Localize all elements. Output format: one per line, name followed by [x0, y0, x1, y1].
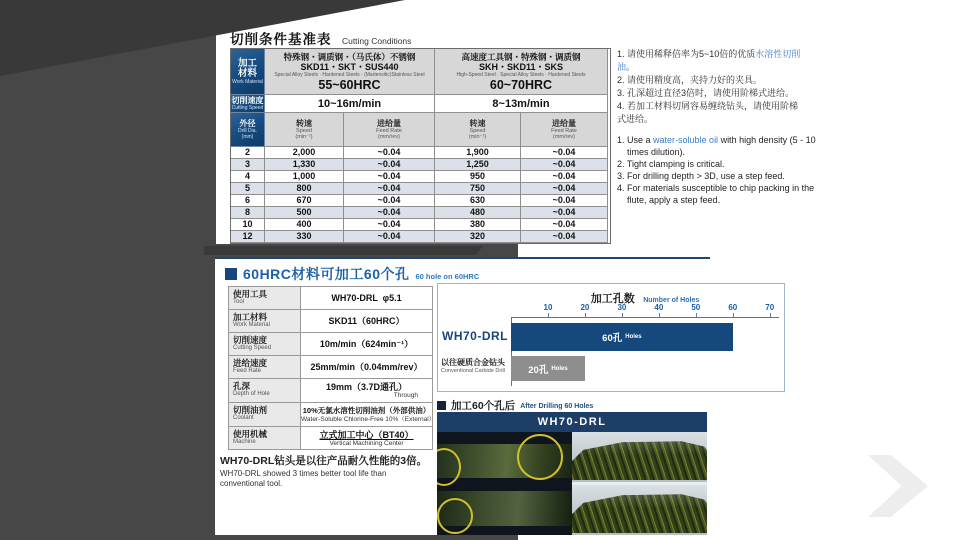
label-en: Feed Rate [233, 368, 262, 374]
label-en: Depth of Hole [233, 391, 270, 397]
feed2-cell: ~0.04 [521, 171, 608, 183]
feed2-cell: ~0.04 [521, 195, 608, 207]
feed1-cell: ~0.04 [344, 183, 435, 195]
spec-label [229, 287, 301, 309]
spec-label [229, 379, 301, 402]
speed1-cell: 330 [265, 231, 344, 243]
dia-cell: 2 [231, 147, 265, 159]
speed-unit: (min⁻¹) [468, 134, 487, 140]
dia-en: Drill Dia. [238, 128, 257, 134]
water-soluble-oil-link: water-soluble oil [653, 135, 719, 145]
label-zh: 进给速度 [233, 358, 268, 368]
feed2-cell: ~0.04 [521, 147, 608, 159]
dia-cell: 8 [231, 207, 265, 219]
chart-title-zh: 加工孔数 [590, 293, 635, 305]
feed2-cell: ~0.04 [521, 159, 608, 171]
speed2-cell: 480 [435, 207, 521, 219]
diameter-header-cell [231, 113, 265, 147]
cutting-edge-photo [437, 432, 572, 535]
water-soluble-oil-link: 水溶性切削油 [617, 49, 801, 72]
spec-value [301, 287, 432, 309]
notes-english [617, 134, 822, 206]
bar-label-conventional-zh: 以往硬质合金钻头 [441, 358, 505, 367]
label-zh: 加工材料 [233, 312, 268, 322]
spec-row-coolant [229, 403, 436, 427]
section-heading-en: 60 hole on 60HRC [415, 271, 480, 281]
x-tick-label: 70 [765, 303, 775, 312]
feed1-cell: ~0.04 [344, 231, 435, 243]
cutting-speed-header-cell [231, 95, 265, 113]
speed2-cell: 1,900 [435, 147, 521, 159]
cutting-conditions-card [216, 22, 960, 244]
feed-zh: 进给量 [377, 119, 401, 128]
spec-label [229, 403, 301, 426]
feed2-cell: ~0.04 [521, 207, 608, 219]
value-text: SKD11（60HRC） [328, 316, 405, 326]
speed-unit: (min⁻¹) [295, 134, 313, 140]
section-heading-zh: 60HRC材料可加工60个孔 [243, 266, 410, 282]
speed-range-group1: 10~16m/min [265, 95, 435, 113]
speed2-cell: 750 [435, 183, 521, 195]
note-text: with high density (5 - 10 times dilution). [627, 135, 816, 157]
cutting-conditions-table [230, 48, 611, 244]
chart-title-en: Number of Holes [643, 297, 700, 304]
work-material-zh1: 加工 [237, 57, 257, 69]
photo-panel-body [437, 432, 707, 535]
after-heading-zh: 加工60个孔后 [451, 400, 516, 412]
spec-row-tool [229, 287, 432, 310]
after-heading-en: After Drilling 60 Holes [520, 403, 594, 410]
flank-face-photos [572, 432, 707, 535]
flank-photo-bottom [572, 485, 707, 535]
feed-en: Feed Rate [551, 128, 577, 134]
label-zh: 切削油剂 [233, 405, 268, 415]
group1-codes: SKD11・SKT・SUS440 [300, 61, 399, 72]
bar-value-en: Holes [551, 365, 568, 372]
x-tick-label: 20 [580, 303, 590, 312]
bar-value-en: Holes [625, 334, 642, 340]
note-zh-2: 2. 请使用精度高，夹持力好的夹具。 [617, 75, 763, 85]
spec-value [301, 356, 432, 378]
spec-value [301, 310, 432, 332]
value-text: 10%无氯水溶性切削油剂（外部供油） [302, 406, 431, 415]
speed-en: Speed [296, 128, 312, 134]
work-material-header-cell [231, 49, 265, 95]
speed-col-header-1 [265, 113, 344, 147]
speed1-cell: 400 [265, 219, 344, 231]
speed1-cell: 1,000 [265, 171, 344, 183]
backdrop-bottom-strip [215, 535, 518, 540]
dia-cell: 6 [231, 195, 265, 207]
spec-row-machine [229, 427, 432, 450]
speed-range-group2: 8~13m/min [435, 95, 608, 113]
note-text: 1. Use a [617, 135, 654, 145]
card-top-rule [215, 257, 710, 259]
bar-wh70drl [511, 323, 733, 351]
speed1-cell: 500 [265, 207, 344, 219]
wear-mark-circle [437, 498, 473, 534]
note-en-1 [617, 134, 822, 158]
work-material-en: Work Material [232, 78, 263, 85]
backdrop-left-panel [0, 0, 216, 540]
bar-value-zh: 60孔 [602, 333, 623, 344]
holes-bar-chart [437, 283, 785, 392]
value-subtext: Vertical Machining Center [329, 439, 404, 447]
feed1-cell: ~0.04 [344, 171, 435, 183]
feed1-cell: ~0.04 [344, 219, 435, 231]
speed2-cell: 950 [435, 171, 521, 183]
spec-value [301, 379, 432, 402]
speed1-cell: 800 [265, 183, 344, 195]
flank-photo-top [572, 432, 707, 482]
value-subtext: Water-Soluble Chlorine-Free 10%（External） [301, 416, 436, 423]
group1-hardness: 55~60HRC [318, 77, 381, 92]
speed1-cell: 2,000 [265, 147, 344, 159]
dark-square-icon [437, 401, 446, 410]
speed-zh: 转速 [296, 119, 312, 128]
spec-row-cutting-speed [229, 333, 432, 356]
title-en: Cutting Conditions [341, 36, 412, 46]
feed-col-header-1 [344, 113, 435, 147]
note-zh-3: 3. 孔深超过直径3倍时，请使用阶梯式进给。 [617, 88, 795, 98]
x-tick-label: 40 [654, 303, 664, 312]
feed-unit: (mm/rev) [553, 134, 575, 140]
bar-conventional [511, 356, 585, 381]
spec-value [301, 403, 436, 426]
after-drilling-heading [437, 398, 593, 413]
dia-unit: (mm) [241, 134, 254, 140]
section-heading [225, 264, 479, 284]
speed2-cell: 630 [435, 195, 521, 207]
note-en-3: 3. For drilling depth > 3D, use a step feed. [617, 171, 785, 181]
x-tick-label: 10 [543, 303, 553, 312]
speed1-cell: 1,330 [265, 159, 344, 171]
cutting-speed-en: Cutting Speed [231, 105, 264, 111]
feed-zh: 进给量 [552, 119, 576, 128]
label-en: Coolant [233, 415, 254, 421]
group2-materials-zh: 高速度工具钢・特殊钢・调质钢 [461, 51, 581, 62]
dia-cell: 3 [231, 159, 265, 171]
note-zh-4: 4. 若加工材料切屑容易缠绕钻头，请使用阶梯式进给。 [617, 101, 799, 124]
spec-table [228, 286, 436, 450]
value-text: 立式加工中心（BT40） [319, 429, 414, 440]
cutting-speed-zh: 切削速度 [231, 96, 264, 105]
feed1-cell: ~0.04 [344, 147, 435, 159]
spec-label [229, 356, 301, 378]
x-axis-line [511, 317, 779, 318]
photo-highlight [572, 485, 707, 508]
x-axis-ticks [511, 303, 779, 317]
bar-label-wh70drl: WH70-DRL [442, 329, 508, 343]
value-text: 10m/min（624min⁻¹） [319, 339, 414, 349]
dia-cell: 5 [231, 183, 265, 195]
note-en-2: 2. Tight clamping is critical. [617, 159, 725, 169]
spec-label [229, 310, 301, 332]
spec-label [229, 333, 301, 355]
feed2-cell: ~0.04 [521, 183, 608, 195]
conclusion-en: WH70-DRL showed 3 times better tool life than conventional tool. [220, 469, 387, 488]
feed-en: Feed Rate [376, 128, 402, 134]
photo-panel-title: WH70-DRL [437, 412, 707, 432]
dia-cell: 4 [231, 171, 265, 183]
bar-value-zh: 20孔 [528, 364, 549, 376]
speed-col-header-2 [435, 113, 521, 147]
x-tick-label: 30 [617, 303, 627, 312]
label-zh: 切削速度 [233, 335, 268, 345]
work-material-zh2: 材料 [237, 67, 257, 79]
label-zh: 使用工具 [233, 289, 268, 299]
note-en-4: 4. For materials susceptible to chip packing in the flute, apply a step feed. [617, 183, 815, 205]
label-zh: 孔深 [233, 381, 251, 391]
feed2-cell: ~0.04 [521, 219, 608, 231]
value-text: 25mm/min（0.04mm/rev） [310, 362, 423, 372]
title-zh: 切削条件基准表 [230, 32, 332, 47]
speed-en: Speed [469, 128, 486, 134]
spec-row-depth [229, 379, 432, 403]
blue-square-icon [225, 268, 237, 280]
speed-zh: 转速 [469, 119, 486, 128]
spec-value [301, 427, 432, 449]
notes-chinese [617, 48, 803, 126]
group2-materials-en: High-Speed Steel · Special Alloy Steels · Hardened Steels [456, 71, 586, 78]
value-subtext: Through [393, 392, 418, 399]
sixty-holes-card [215, 257, 960, 535]
material-group-2-header [435, 49, 608, 95]
note-text: 1. 请使用稀释倍率为5~10倍的优质 [617, 49, 756, 59]
spec-row-work-material [229, 310, 432, 333]
photo-highlight [572, 432, 707, 455]
label-en: Work Material [233, 322, 270, 328]
conclusion-zh: WH70-DRL钻头是以往产品耐久性能的3倍。 [220, 455, 428, 467]
group1-materials-zh: 特殊钢・调质钢・（马氏体）不锈钢 [283, 51, 416, 62]
feed1-cell: ~0.04 [344, 195, 435, 207]
feed1-cell: ~0.04 [344, 159, 435, 171]
feed-col-header-2 [521, 113, 608, 147]
material-group-1-header [265, 49, 435, 95]
dia-zh: 外径 [239, 119, 256, 128]
divider-bar-shape [204, 246, 483, 255]
group2-codes: SKH・SKD11・SKS [478, 61, 564, 72]
feed1-cell: ~0.04 [344, 207, 435, 219]
value-text: WH70-DRL φ5.1 [331, 293, 402, 303]
spec-label [229, 427, 301, 449]
note-zh-1 [617, 48, 803, 74]
x-tick-label: 60 [728, 303, 738, 312]
dia-cell: 10 [231, 219, 265, 231]
drill-photos-panel [437, 412, 707, 535]
page-title [230, 28, 411, 49]
bar-label-conventional-en: Conventional Carbide Drill [441, 368, 505, 374]
y-axis-line [511, 317, 512, 386]
speed1-cell: 670 [265, 195, 344, 207]
speed2-cell: 1,250 [435, 159, 521, 171]
x-tick-label: 50 [691, 303, 701, 312]
wear-mark-circle [517, 434, 563, 480]
speed2-cell: 320 [435, 231, 521, 243]
feed-unit: (mm/rev) [378, 134, 400, 140]
group2-hardness: 60~70HRC [489, 77, 553, 92]
label-en: Tool [233, 299, 245, 305]
spec-row-feed-rate [229, 356, 432, 379]
spec-value [301, 333, 432, 355]
label-en: Machine [233, 439, 256, 445]
label-en: Cutting Speed [233, 345, 272, 351]
dia-cell: 12 [231, 231, 265, 243]
label-zh: 使用机械 [233, 429, 268, 439]
note-text: 。 [626, 62, 636, 72]
value-text: 19mm（3.7D通孔） [325, 382, 408, 392]
speed2-cell: 380 [435, 219, 521, 231]
group1-materials-en: Special Alloy Steels · Hardened Steels · (Martensitic)Stainless Steel [274, 71, 425, 78]
feed2-cell: ~0.04 [521, 231, 608, 243]
